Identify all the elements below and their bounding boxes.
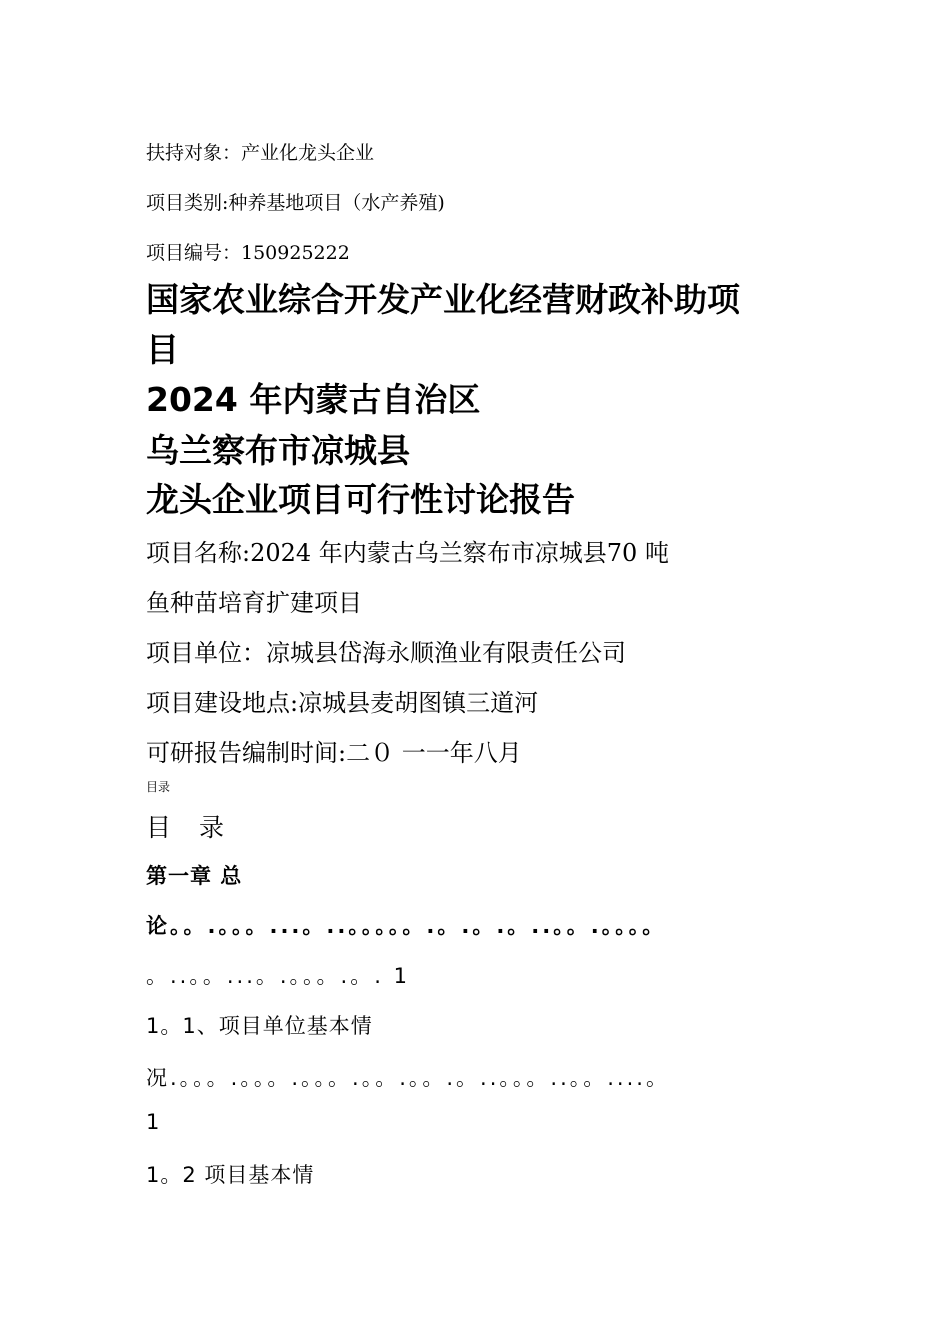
- toc-section-1-1-title: 1。1、项目单位基本情: [146, 1014, 373, 1038]
- toc-small-label: 目录: [146, 780, 171, 794]
- project-location: 项目建设地点:凉城县麦胡图镇三道河: [146, 689, 539, 717]
- report-title-line-5: 龙头企业项目可行性讨论报告: [146, 480, 575, 519]
- report-title-line-1: 国家农业综合开发产业化经营财政补助项: [146, 280, 740, 319]
- toc-chapter-1-leader-1: 论。。.。。。...。..。。。。。.。.。.。..。。.。。。。: [146, 914, 667, 938]
- toc-chapter-1-title: 第一章 总: [146, 864, 243, 888]
- toc-section-1-1-leader: 况.。。。.。。。.。。。.。。.。。.。..。。。..。。....。: [146, 1066, 670, 1090]
- report-title-line-3: 2024 年内蒙古自治区: [146, 380, 481, 419]
- support-target: 扶持对象：产业化龙头企业: [146, 142, 375, 164]
- compile-time: 可研报告编制时间:二０ 一一年八月: [146, 739, 522, 767]
- project-unit: 项目单位：凉城县岱海永顺渔业有限责任公司: [146, 639, 626, 667]
- toc-heading: 目 录: [146, 813, 234, 842]
- toc-chapter-1-leader-2: 。..。。...。.。。。.。. 1: [146, 964, 410, 988]
- project-name-line-1: 项目名称:2024 年内蒙古乌兰察布市凉城县70 吨: [146, 539, 669, 567]
- project-category: 项目类别:种养基地项目（水产养殖): [146, 192, 445, 214]
- toc-section-1-1-page: 1: [146, 1110, 161, 1134]
- project-number: 项目编号：150925222: [146, 242, 350, 264]
- project-name-line-2: 鱼种苗培育扩建项目: [146, 589, 362, 617]
- toc-section-1-2-title: 1。2 项目基本情: [146, 1163, 315, 1187]
- report-title-line-4: 乌兰察布市凉城县: [146, 431, 410, 470]
- report-title-line-2: 目: [146, 330, 179, 369]
